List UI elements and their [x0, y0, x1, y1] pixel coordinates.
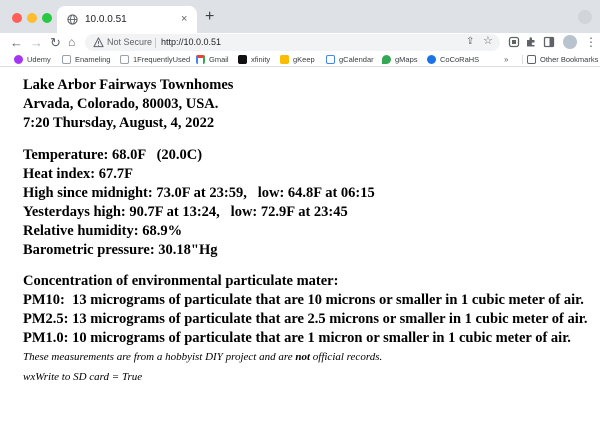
bookmark-label: gKeep [293, 55, 315, 64]
address-divider [155, 38, 156, 48]
tab-title: 10.0.0.51 [85, 14, 127, 25]
tab-strip [0, 0, 600, 33]
other-bookmarks[interactable] [527, 54, 598, 65]
location-address: Arvada, Colorado, 80003, USA. [23, 96, 219, 112]
bookmark-label: Udemy [27, 55, 51, 64]
warning-icon [93, 37, 104, 48]
bookmark-gkeep[interactable] [280, 54, 315, 65]
side-panel-icon[interactable] [543, 36, 555, 48]
bookmark-enameling[interactable] [62, 54, 110, 65]
disclaimer-text: These measurements are from a hobbyist DIY project and are [23, 351, 296, 363]
since-midnight-reading: High since midnight: 73.0F at 23:59, low: 64.8F at 06:15 [23, 185, 375, 201]
bookmarks-overflow-chevron-icon[interactable]: » [504, 55, 509, 64]
window-minimize-button[interactable] [27, 13, 37, 23]
forward-arrow-icon[interactable]: → [30, 35, 43, 50]
bookmark-xfinity[interactable] [238, 54, 270, 65]
browser-toolbar [0, 33, 600, 52]
back-arrow-icon[interactable]: ← [10, 35, 23, 50]
bookmark-cocorahs[interactable] [427, 54, 479, 65]
temperature-reading: Temperature: 68.0F (20.0C) [23, 147, 203, 163]
bookmarks-bar [0, 52, 600, 67]
tab-close-icon[interactable]: × [181, 13, 188, 25]
bookmark-udemy[interactable] [14, 54, 51, 65]
bookmark-label: Enameling [75, 55, 111, 64]
disclaimer-emphasis: not [295, 351, 311, 363]
yesterday-reading: Yesterdays high: 90.7F at 13:24, low: 72.9F at 23:45 [23, 204, 348, 220]
extensions-puzzle-icon[interactable] [525, 36, 537, 48]
bookmark-label: CoCoRaHS [440, 55, 480, 64]
cocorahs-icon [427, 55, 436, 64]
bookmark-label: Gmail [209, 55, 229, 64]
reload-icon[interactable]: ↻ [50, 35, 61, 50]
xfinity-icon [238, 55, 247, 64]
home-icon[interactable]: ⌂ [68, 35, 76, 49]
bookmarks-divider [522, 55, 523, 64]
bookmark-gmaps[interactable] [382, 54, 418, 65]
bookmark-gmail[interactable] [196, 54, 229, 65]
maps-pin-icon [382, 55, 391, 64]
page-icon [120, 55, 129, 64]
other-bookmarks-label: Other Bookmarks [540, 55, 599, 64]
report-datetime: 7:20 Thursday, August, 4, 2022 [23, 115, 215, 131]
calendar-icon [326, 55, 335, 64]
bookmark-label: gMaps [395, 55, 418, 64]
location-name: Lake Arbor Fairways Townhomes [23, 77, 234, 93]
bookmark-label: 1FrequentlyUsed [133, 55, 191, 64]
keep-icon [280, 55, 289, 64]
disclaimer [23, 350, 593, 366]
page-icon [62, 55, 71, 64]
humidity-reading: Relative humidity: 68.9% [23, 223, 183, 239]
tab-search-icon[interactable] [578, 10, 592, 24]
security-indicator[interactable]: Not Secure [107, 37, 153, 47]
page-content [23, 76, 593, 385]
folder-icon [527, 55, 536, 64]
pressure-reading: Barometric pressure: 30.18"Hg [23, 242, 218, 258]
extension-square-icon[interactable] [508, 36, 520, 48]
bookmark-gcalendar[interactable] [326, 54, 374, 65]
bookmark-label: xfinity [251, 55, 271, 64]
gmail-icon [196, 55, 205, 64]
bookmark-label: gCalendar [339, 55, 374, 64]
bookmark-star-icon[interactable]: ☆ [483, 35, 493, 47]
pm1-reading: PM1.0: 10 micrograms of particulate that are 1 micron or smaller in 1 cubic meter of air. [23, 330, 571, 346]
disclaimer-text-end: official records. [310, 351, 383, 363]
url-text[interactable]: http://10.0.0.51 [161, 37, 222, 47]
share-icon[interactable]: ⇪ [466, 36, 475, 47]
new-tab-button[interactable]: + [205, 8, 215, 25]
pm10-reading: PM10: 13 micrograms of particulate that are 10 microns or smaller in 1 cubic meter of air. [23, 292, 584, 308]
globe-icon [67, 14, 78, 25]
particulate-heading: Concentration of environmental particulate mater: [23, 273, 339, 289]
udemy-icon [14, 55, 23, 64]
profile-avatar[interactable] [563, 35, 577, 49]
bookmark-1frequentlyused[interactable] [120, 54, 190, 65]
window-maximize-button[interactable] [42, 13, 52, 23]
browser-tab[interactable] [57, 6, 197, 33]
pm25-reading: PM2.5: 13 micrograms of particulate that are 2.5 microns or smaller in 1 cubic meter of air. [23, 311, 588, 327]
address-bar[interactable] [85, 34, 500, 51]
menu-dots-icon[interactable]: ⋮ [585, 35, 597, 49]
window-close-button[interactable] [12, 13, 22, 23]
heat-index-reading: Heat index: 67.7F [23, 166, 133, 182]
sd-card-status: wxWrite to SD card = True [23, 371, 143, 383]
